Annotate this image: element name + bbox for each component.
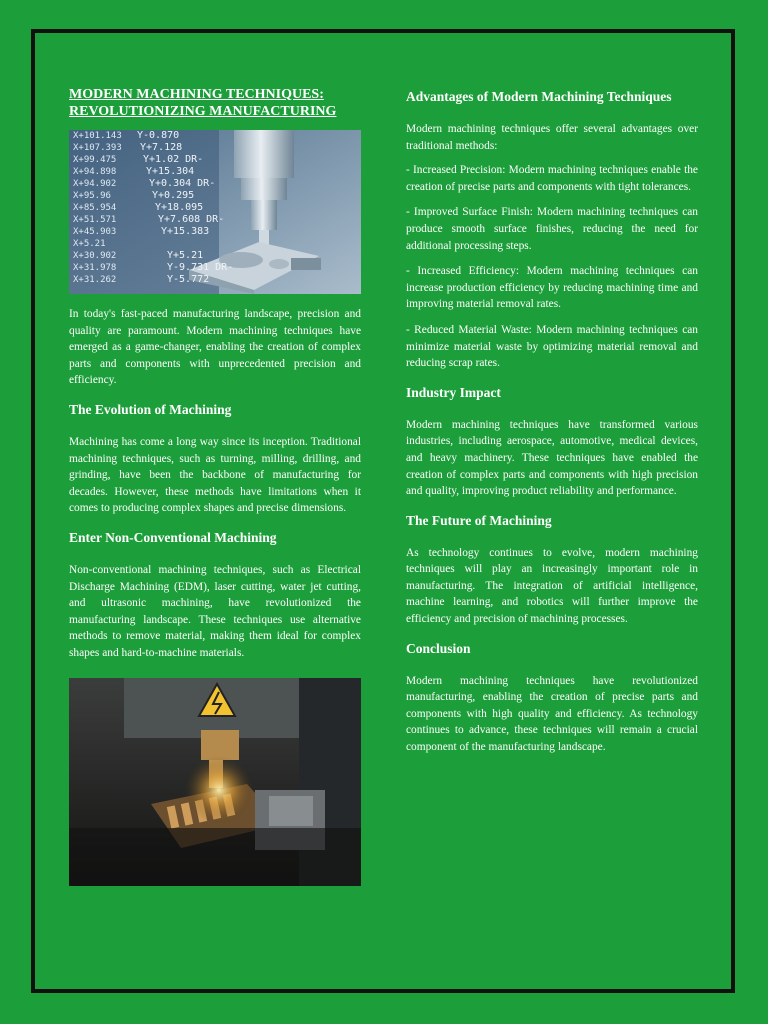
cnc-readout-x: X+45.903 bbox=[73, 227, 117, 237]
advantage-item: - Increased Efficiency: Modern machining techniques can increase production efficiency by reducing machining time and improving material removal rates. bbox=[406, 265, 698, 311]
edm-machine-photo bbox=[69, 678, 361, 886]
cnc-readout-y: Y+1.02 DR- bbox=[143, 154, 204, 165]
cnc-readout-y: Y+18.095 bbox=[155, 202, 204, 213]
cnc-readout-y: Y+7.128 bbox=[140, 142, 183, 153]
left-column bbox=[69, 86, 361, 886]
future-heading: The Future of Machining bbox=[406, 512, 552, 528]
cnc-readout-x: X+31.262 bbox=[73, 275, 117, 285]
industry-paragraph: Modern machining techniques have transformed various industries, including aerospace, automotive, medical devices, and heavy machinery. These techniques have enabled the creation of complex parts and components with high precision and quality, improving product reliability and performance. bbox=[406, 418, 698, 498]
cnc-readout-x: X+107.393 bbox=[73, 143, 122, 153]
cnc-readout-y: Y-0.870 bbox=[137, 130, 180, 141]
cnc-readout-y: Y+15.304 bbox=[146, 166, 195, 177]
cnc-readout-x: X+30.902 bbox=[73, 251, 117, 261]
conclusion-paragraph: Modern machining techniques have revolutionized manufacturing, enabling the creation of precise parts and components with high quality and efficiency. As technology continues to advance, these techniques will remain a crucial component of the manufacturing landscape. bbox=[406, 674, 698, 754]
edm-machine-illustration bbox=[69, 678, 361, 886]
advantage-item: - Increased Precision: Modern machining techniques enable the creation of precise parts and components with tight tolerances. bbox=[406, 164, 698, 193]
nonconventional-heading: Enter Non-Conventional Machining bbox=[69, 529, 277, 545]
page-title: MODERN MACHINING TECHNIQUES: REVOLUTIONIZING MANUFACTURING bbox=[69, 87, 337, 119]
advantages-intro: Modern machining techniques offer several advantages over traditional methods: bbox=[406, 123, 698, 152]
nonconventional-paragraph: Non-conventional machining techniques, such as Electrical Discharge Machining (EDM), laser cutting, water jet cutting, and ultrasonic machining, have revolutionized the manufacturing landscape. These techniques use alternative methods to remove material, making them ideal for complex shapes and hard-to-machine materials. bbox=[69, 563, 361, 659]
cnc-spindle-photo bbox=[69, 130, 361, 294]
cnc-readout-x: X+94.902 bbox=[73, 179, 117, 189]
right-column bbox=[406, 88, 698, 756]
cnc-readout-x: X+51.571 bbox=[73, 215, 117, 225]
cnc-readout-x: X+101.143 bbox=[73, 131, 122, 141]
cnc-readout-y: Y+15.383 bbox=[161, 226, 210, 237]
cnc-readout-x: X+99.475 bbox=[73, 155, 117, 165]
evolution-heading: The Evolution of Machining bbox=[69, 401, 232, 417]
future-paragraph: As technology continues to evolve, modern machining techniques will play an increasingly important role in manufacturing. The integration of artificial intelligence, machine learning, and robotics will further improve the efficiency and precision of machining processes. bbox=[406, 546, 698, 626]
conclusion-heading: Conclusion bbox=[406, 640, 471, 656]
cnc-readout-x: X+94.898 bbox=[73, 167, 117, 177]
advantage-item: - Reduced Material Waste: Modern machining techniques can minimize material waste by optimizing material removal and reducing scrap rates. bbox=[406, 323, 698, 370]
advantages-heading: Advantages of Modern Machining Techniques bbox=[406, 89, 672, 104]
cnc-readout-x: X+5.21 bbox=[73, 239, 106, 249]
cnc-readout-y: Y+7.608 DR- bbox=[158, 214, 225, 225]
intro-paragraph: In today's fast-paced manufacturing landscape, precision and quality are paramount. Modern machining techniques have emerged as a game-changer, enabling the creation of complex parts and components with unprecedented precision and efficiency. bbox=[69, 308, 361, 387]
cnc-readout-x: X+95.96 bbox=[73, 191, 111, 201]
cnc-readout-y: Y+0.295 bbox=[152, 190, 195, 201]
cnc-spindle-illustration bbox=[69, 130, 361, 294]
cnc-readout-y: Y+5.21 bbox=[167, 250, 204, 261]
cnc-readout-x: X+31.978 bbox=[73, 263, 117, 273]
cnc-readout-y: Y+0.304 DR- bbox=[149, 178, 216, 189]
cnc-readout-y: Y-9.731 DR- bbox=[167, 262, 234, 273]
cnc-readout-x: X+85.954 bbox=[73, 203, 117, 213]
advantage-item: - Improved Surface Finish: Modern machining techniques can produce smooth surface finishes, reducing the need for additional processing steps. bbox=[406, 206, 698, 252]
cnc-readout-y: Y-5.772 bbox=[167, 274, 210, 285]
industry-heading: Industry Impact bbox=[406, 384, 501, 400]
evolution-paragraph: Machining has come a long way since its inception. Traditional machining techniques, such as turning, milling, drilling, and grinding, have been the backbone of manufacturing for decades. However, these methods have limitations when it comes to producing complex shapes and precise dimensions. bbox=[69, 435, 361, 515]
